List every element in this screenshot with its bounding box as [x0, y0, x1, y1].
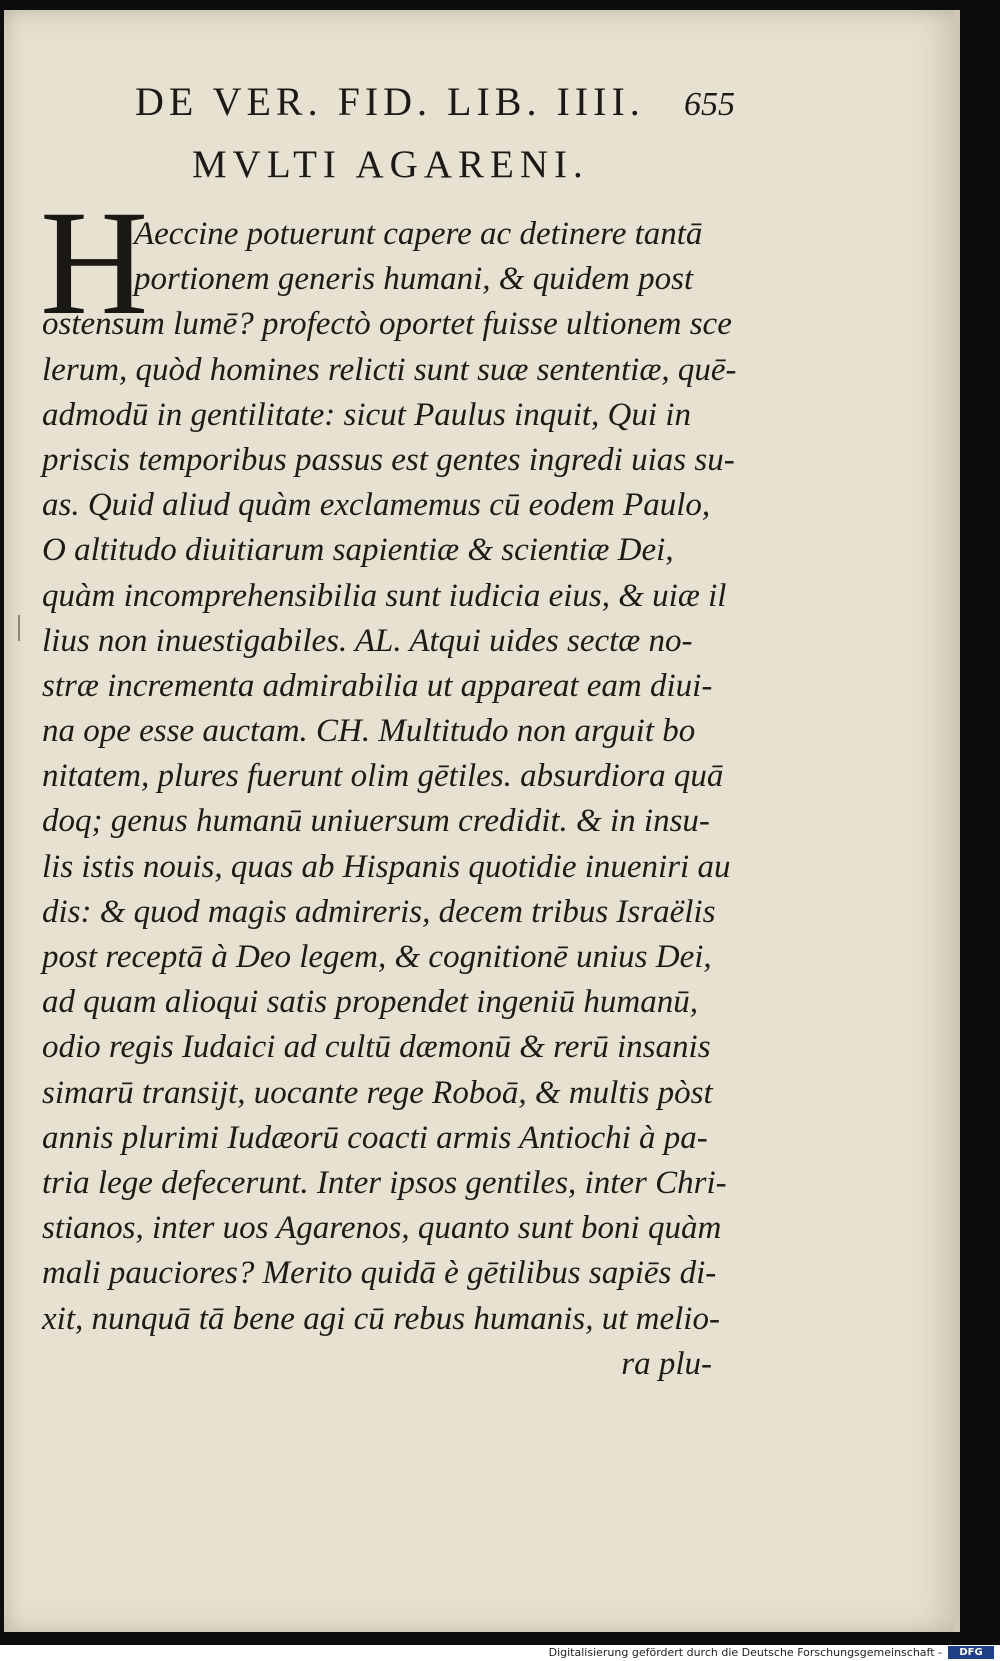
- text-line: portionem generis humani, & quidem post: [134, 261, 694, 298]
- running-title: DE VER. FID. LIB. IIII.: [135, 79, 645, 124]
- text-line: ad quam alioqui satis propendet ingeniū humanū,: [42, 984, 699, 1021]
- text-line: tria lege defecerunt. Inter ipsos gentiles, inter Chri-: [42, 1164, 727, 1201]
- text-line: odio regis Iudaici ad cultū dæmonū & rerū insanis: [42, 1029, 711, 1066]
- drop-initial: H: [40, 180, 149, 346]
- text-line: lius non inuestigabiles. AL. Atqui uides sectæ no-: [42, 622, 693, 659]
- text-line: admodū in gentilitate: sicut Paulus inquit, Qui in: [42, 396, 691, 433]
- text-line: na ope esse auctam. CH. Multitudo non arguit bo: [42, 713, 696, 750]
- catchword: ra plu-: [621, 1345, 712, 1382]
- text-line: ostensum lumē? profectò oportet fuisse ultionem sce: [42, 306, 732, 343]
- text-line: xit, nunquā tā bene agi cū rebus humanis, ut melio-: [42, 1300, 720, 1337]
- running-head: [135, 78, 735, 125]
- footer-credit: Digitalisierung gefördert durch die Deutsche Forschungsgemeinschaft -: [548, 1646, 942, 1659]
- text-line: quàm incomprehensibilia sunt iudicia eius, & uiæ il: [42, 577, 727, 614]
- text-line: post receptā à Deo legem, & cognitionē unius Dei,: [42, 939, 712, 975]
- margin-mark: [18, 615, 20, 641]
- page-edge: [954, 10, 960, 1632]
- text-line: stræ incrementa admirabilia ut appareat eam diui-: [42, 667, 713, 704]
- text-line: priscis temporibus passus est gentes ingredi uias su-: [42, 441, 735, 478]
- text-line: O altitudo diuitiarum sapientiæ & scientiæ Dei,: [42, 532, 674, 569]
- chapter-title: MVLTI AGARENI.: [192, 143, 589, 186]
- text-line: stianos, inter uos Agarenos, quanto sunt boni quàm: [42, 1210, 722, 1247]
- text-line: dis: & quod magis admireris, decem tribus Israëlis: [42, 893, 716, 930]
- text-line: as. Quid aliud quàm exclamemus cū eodem Paulo,: [42, 487, 711, 524]
- text-line: lis istis nouis, quas ab Hispanis quotidie inueniri au: [42, 848, 731, 885]
- text-line: annis plurimi Iudæorū coacti armis Antiochi à pa-: [42, 1119, 708, 1156]
- text-line: nitatem, plures fuerunt olim gētiles. absurdiora quā: [42, 758, 724, 795]
- body-text: [42, 212, 742, 1387]
- text-line: doq; genus humanū uniuersum credidit. & in insu-: [42, 803, 710, 840]
- text-line: simarū transijt, uocante rege Roboā, & multis pòst: [42, 1074, 713, 1111]
- page-number: 655: [684, 86, 735, 123]
- text-line: lerum, quòd homines relicti sunt suæ sententiæ, quē-: [42, 351, 737, 388]
- dfg-logo[interactable]: DFG: [948, 1646, 994, 1659]
- text-line: mali pauciores? Merito quidā è gētilibus sapiēs di-: [42, 1255, 717, 1292]
- text-line: Aeccine potuerunt capere ac detinere tantā: [134, 216, 703, 252]
